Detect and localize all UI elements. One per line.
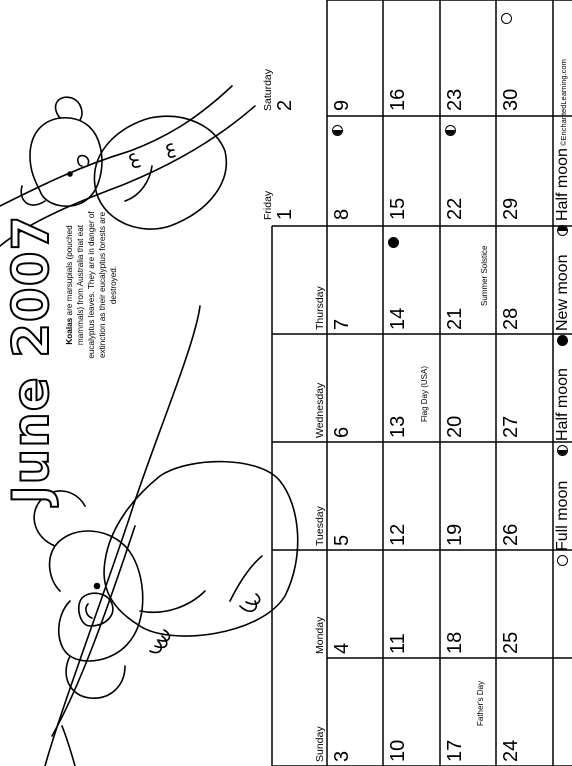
day-16: 16 xyxy=(387,88,409,111)
day-17: 17 xyxy=(444,739,466,762)
weekday-saturday: Saturday xyxy=(262,68,274,111)
day-20: 20 xyxy=(444,415,466,438)
page-title: June 2007 xyxy=(2,214,60,504)
new-moon-icon xyxy=(557,335,568,346)
branch-left-icon xyxy=(45,306,200,766)
legend-half1-label: Half moon xyxy=(554,368,571,441)
day-23: 23 xyxy=(444,88,466,111)
credit-text: ©EnchantedLearning.com xyxy=(559,59,568,146)
half-moon-icon xyxy=(557,445,568,456)
day-13: 13 xyxy=(387,415,409,438)
legend-half2-label: Half moon xyxy=(554,148,571,221)
note-fathers-day: Father's Day xyxy=(476,680,485,726)
koala-fact-text xyxy=(64,210,119,360)
day-9: 9 xyxy=(331,99,353,111)
weekday-tuesday: Tuesday xyxy=(314,506,326,546)
legend-full-moon xyxy=(554,481,572,566)
half-moon-icon xyxy=(445,125,456,136)
day-29: 29 xyxy=(500,197,522,220)
day-28: 28 xyxy=(500,307,522,330)
legend-new-label: New moon xyxy=(554,254,571,331)
legend-new-moon xyxy=(554,255,572,346)
half-moon-icon xyxy=(557,225,568,236)
note-flag-day: Flag Day (USA) xyxy=(420,365,429,422)
day-18: 18 xyxy=(444,631,466,654)
full-moon-icon xyxy=(501,13,512,24)
legend-full-label: Full moon xyxy=(554,480,571,551)
koala-fact-rest: are marsupials (pouched mammals) from Australia that eat eucalyptus leaves. They are in danger of extinction as their eucalyptus forests are destroyed. xyxy=(65,211,118,359)
weekday-wednesday: Wednesday xyxy=(314,382,326,438)
day-5: 5 xyxy=(331,534,353,546)
day-11: 11 xyxy=(387,633,409,654)
day-12: 12 xyxy=(387,523,409,546)
day-1: 1 xyxy=(274,208,296,220)
day-14: 14 xyxy=(387,307,409,330)
legend-half-moon-2 xyxy=(554,148,572,236)
day-27: 27 xyxy=(500,415,522,438)
weekday-monday: Monday xyxy=(314,616,326,654)
note-summer-solstice: Summer Solstice xyxy=(480,245,489,306)
weekday-sunday: Sunday xyxy=(314,726,326,762)
koala-left-icon xyxy=(104,462,298,636)
calendar-grid xyxy=(262,0,572,766)
koala-fact-bold: Koalas xyxy=(65,317,74,345)
half-moon-icon xyxy=(332,125,343,136)
day-25: 25 xyxy=(500,631,522,654)
new-moon-icon xyxy=(388,237,399,248)
day-24: 24 xyxy=(500,739,522,762)
weekday-thursday: Thursday xyxy=(314,286,326,330)
day-15: 15 xyxy=(387,197,409,220)
day-26: 26 xyxy=(500,523,522,546)
day-30: 30 xyxy=(500,88,522,111)
day-3: 3 xyxy=(331,750,353,762)
legend-half-moon xyxy=(554,368,572,456)
day-6: 6 xyxy=(331,426,353,438)
day-10: 10 xyxy=(387,739,409,762)
day-2: 2 xyxy=(274,99,296,111)
day-8: 8 xyxy=(331,208,353,220)
day-19: 19 xyxy=(444,523,466,546)
full-moon-icon xyxy=(557,555,568,566)
day-4: 4 xyxy=(331,642,353,654)
day-21: 21 xyxy=(444,307,466,330)
day-22: 22 xyxy=(444,197,466,220)
day-7: 7 xyxy=(331,318,353,330)
weekday-friday: Friday xyxy=(262,190,274,220)
